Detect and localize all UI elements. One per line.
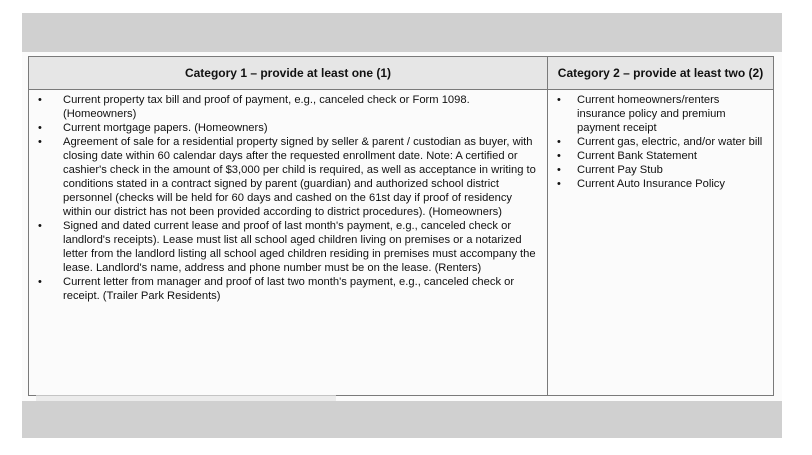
document-page (22, 52, 782, 401)
category-1-cell (29, 90, 548, 396)
list-item (33, 275, 541, 303)
bullet-icon: • (557, 164, 561, 176)
top-gray-band (22, 13, 782, 52)
bullet-icon: • (557, 136, 561, 148)
list-item (552, 163, 769, 177)
list-item-text: Agreement of sale for a residential property signed by seller & parent / custodian as buyer, with closing date within 60 calendar days after the requested enrollment date. Note: A certified or cashier's check in the amount of $3,000 per child is required, as well as acceptance in writing to conditions stated in a contract signed by parent (guardian) and authorized school district personnel (checks will be held for 60 days and cashed on the 61st day if proof of residency within our district has not been provided according to district procedures). (Homeowners) (63, 136, 536, 218)
bullet-icon: • (38, 220, 42, 232)
bullet-icon: • (38, 276, 42, 288)
list-item-text: Current gas, electric, and/or water bill (577, 136, 763, 148)
table-header-row (29, 57, 774, 90)
list-item-text: Current Pay Stub (577, 164, 663, 176)
category-1-list (33, 93, 541, 303)
bullet-icon: • (557, 94, 561, 106)
bullet-icon: • (38, 94, 42, 106)
bullet-icon: • (557, 178, 561, 190)
bullet-icon: • (38, 122, 42, 134)
category-1-header: Category 1 – provide at least one (1) (29, 57, 548, 90)
list-item-text: Current letter from manager and proof of last two month's payment, e.g., canceled check or receipt. (Trailer Park Residents) (63, 276, 515, 302)
table-body-row (29, 90, 774, 396)
list-item-text: Current property tax bill and proof of payment, e.g., canceled check or Form 1098. (Homeowners) (63, 94, 470, 120)
list-item-text: Current Bank Statement (577, 150, 698, 162)
residency-requirements-table (28, 56, 774, 396)
bullet-icon: • (38, 136, 42, 148)
category-2-list (552, 93, 769, 191)
category-2-cell (548, 90, 774, 396)
list-item (552, 93, 769, 135)
list-item-text: Current homeowners/renters insurance policy and premium payment receipt (577, 94, 726, 134)
bottom-gray-band (22, 401, 782, 438)
list-item (33, 219, 541, 275)
category-2-header: Category 2 – provide at least two (2) (548, 57, 774, 90)
list-item-text: Signed and dated current lease and proof of last month's payment, e.g., canceled check or landlord's receipts). Lease must list all school aged children living on premises or a notarized letter from the landlord listing all school aged children residing in premises must accompany the lease. Landlord's name, address and phone number must be on the lease. (Renters) (63, 220, 536, 274)
list-item (33, 135, 541, 219)
list-item (33, 93, 541, 121)
list-item (552, 177, 769, 191)
list-item-text: Current Auto Insurance Policy (577, 178, 725, 190)
bullet-icon: • (557, 150, 561, 162)
list-item-text: Current mortgage papers. (Homeowners) (63, 122, 268, 134)
list-item (552, 135, 769, 149)
list-item (552, 149, 769, 163)
list-item (33, 121, 541, 135)
